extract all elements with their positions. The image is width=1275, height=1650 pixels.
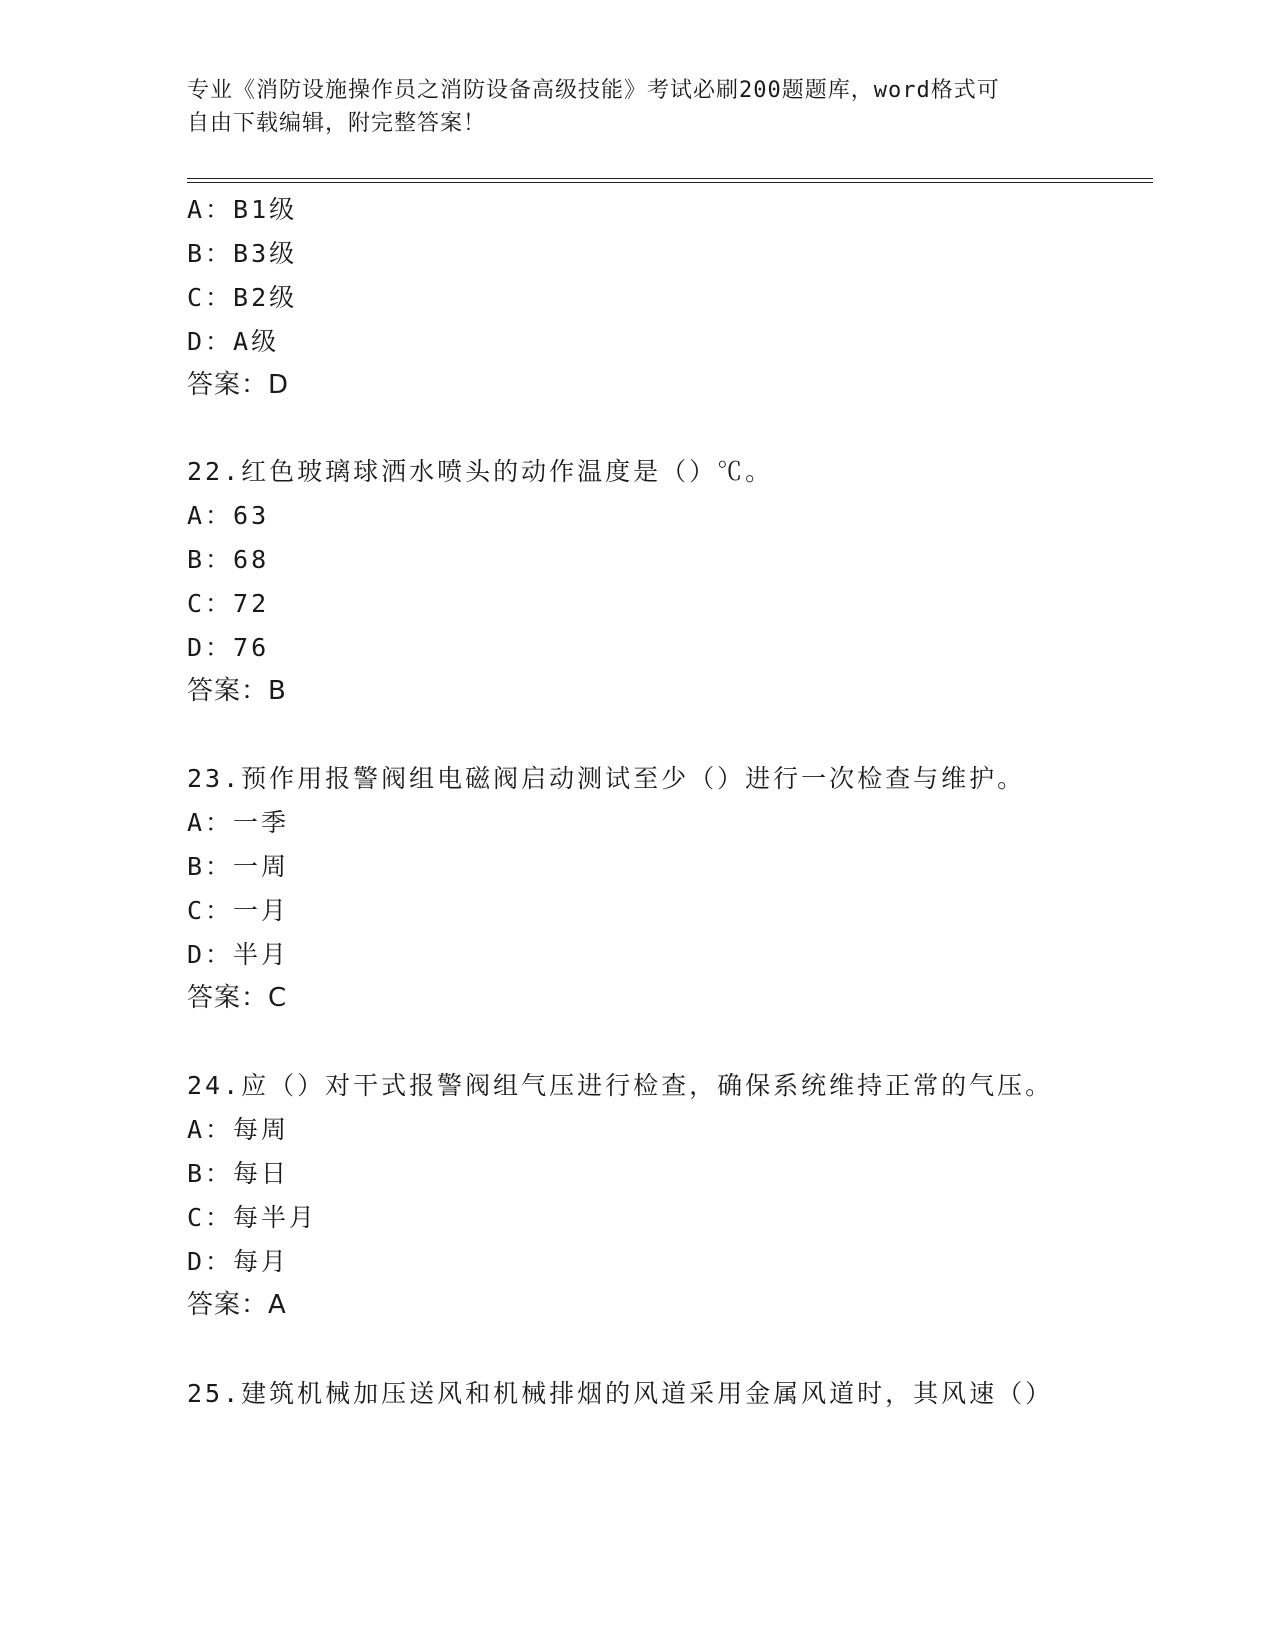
q23-option-b: B：一周 [187,852,290,881]
q21-option-c: C：B2级 [187,283,298,312]
q22-option-b: B：68 [187,545,270,574]
q22-option-d: D：76 [187,633,270,662]
q24-option-a: A：每周 [187,1115,290,1144]
q25-stem: 25.建筑机械加压送风和机械排烟的风道采用金属风道时，其风速（） [187,1379,1054,1408]
q22-stem: 22.红色玻璃球洒水喷头的动作温度是（）℃。 [187,457,774,486]
q23-option-a: A：一季 [187,808,290,837]
q22-option-a: A：63 [187,501,270,530]
q24-option-b: B：每日 [187,1159,290,1188]
q24-answer: 答案：A [187,1290,287,1320]
q22-option-c: C：72 [187,589,270,618]
q24-stem: 24.应（）对干式报警阀组气压进行检查，确保系统维持正常的气压。 [187,1071,1054,1100]
q21-option-d: D：A级 [187,327,280,356]
q21-answer: 答案：D [187,370,290,400]
q22-answer: 答案：B [187,676,287,706]
document-header [187,74,1087,140]
header-line-1: 专业《消防设施操作员之消防设备高级技能》考试必刷200题题库，word格式可 [187,78,1000,103]
q24-option-d: D：每月 [187,1247,290,1276]
q21-option-b: B：B3级 [187,239,298,268]
header-line-2: 自由下载编辑，附完整答案！ [187,111,487,136]
q23-stem: 23.预作用报警阀组电磁阀启动测试至少（）进行一次检查与维护。 [187,764,1026,793]
q23-option-d: D：半月 [187,940,290,969]
header-divider [187,178,1153,183]
q23-option-c: C：一月 [187,896,290,925]
q21-option-a: A：B1级 [187,195,298,224]
q23-answer: 答案：C [187,983,288,1013]
q24-option-c: C：每半月 [187,1203,318,1232]
